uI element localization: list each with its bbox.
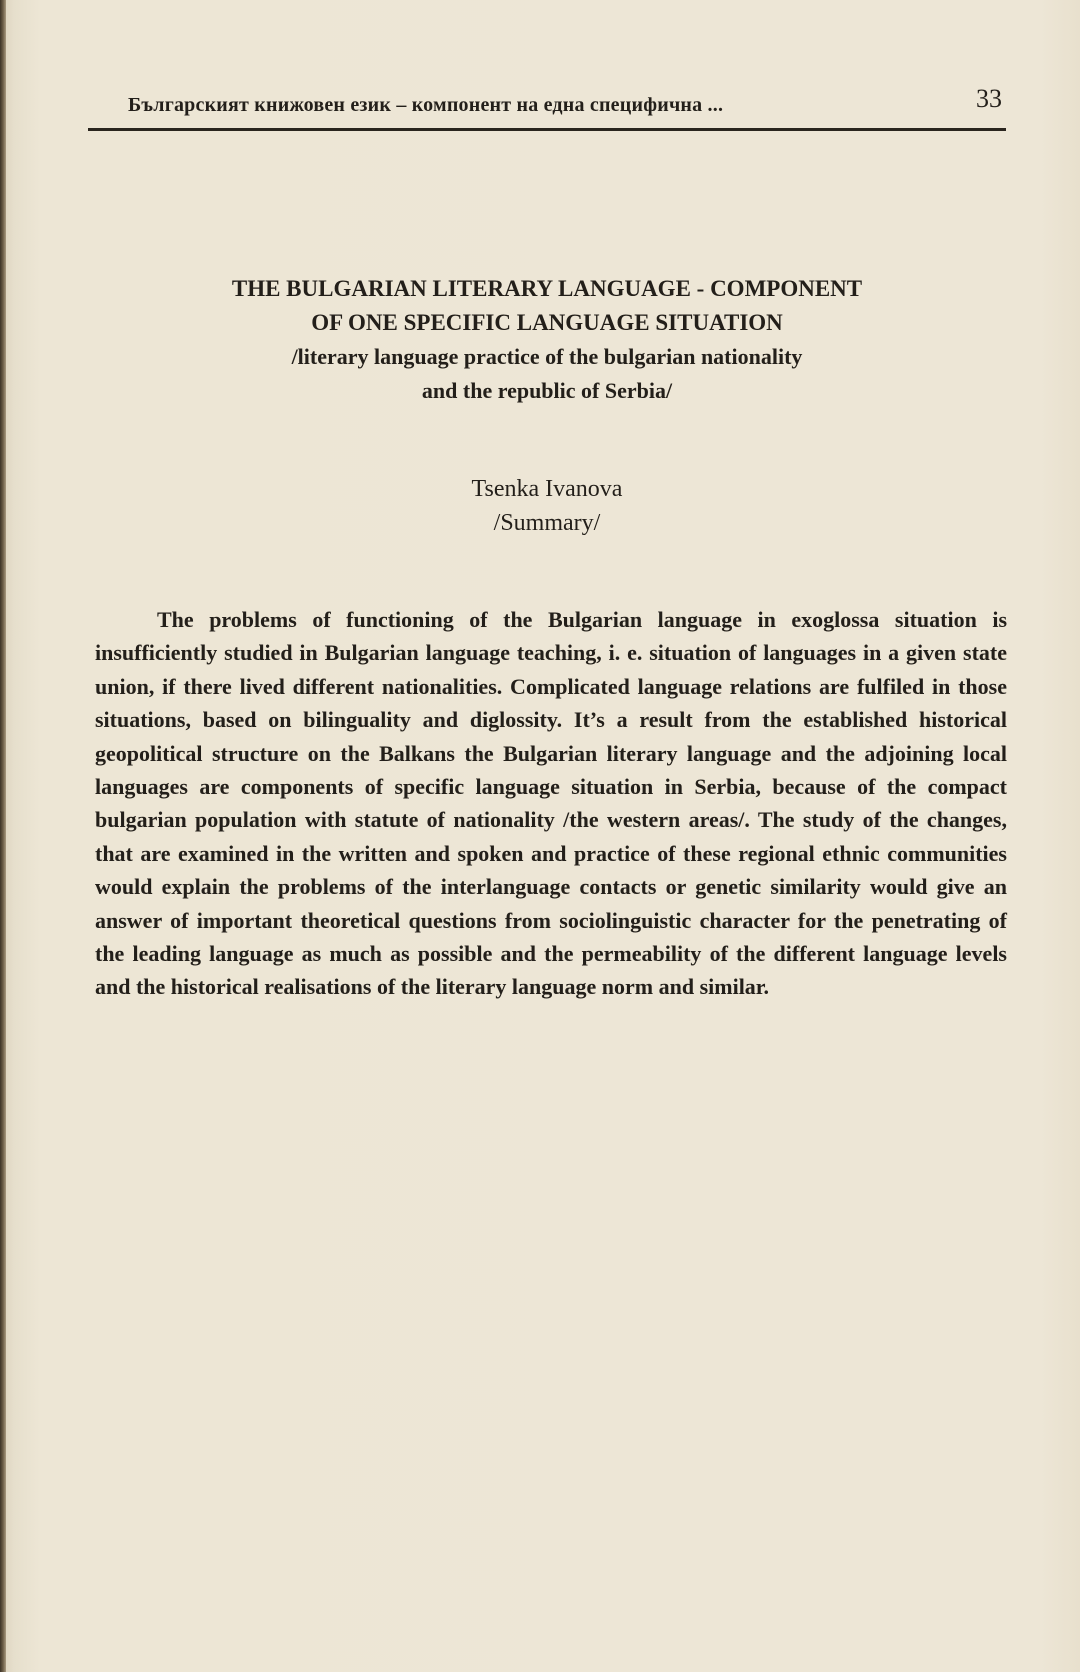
article-title-line-1: THE BULGARIAN LITERARY LANGUAGE - COMPONENT [231, 276, 863, 301]
running-head-title: Българският книжовен език – компонент на една специфична ... [128, 94, 724, 116]
running-head [128, 84, 1006, 126]
article-title-line-2: OF ONE SPECIFIC LANGUAGE SITUATION [311, 310, 783, 335]
article-subtitle-line-1: /literary language practice of the bulgarian nationality [291, 344, 803, 369]
section-label: /Summary/ [493, 510, 601, 536]
book-spine-edge [0, 0, 6, 1672]
article-subtitle-line-2: and the republic of Serbia/ [421, 378, 673, 403]
summary-paragraph: The problems of functioning of the Bulgarian language in exoglossa situation is insufficiently studied in Bulgarian language teaching, i. e. situation of languages in a given state union, if there lived different nationalities. Complicated language relations are fulfiled in those situations, based on bilinguality and diglossity. It’s a result from the established historical geopolitical structure on the Balkans the Bulgarian literary language and the adjoining local languages are components of specific language situation in Serbia, because of the compact bulgarian population with statute of nationality /the western areas/. The study of the changes, that are examined in the written and spoken and practice of these regional ethnic communities would explain the problems of the interlanguage contacts or genetic similarity would give an answer of important theoretical questions from sociolinguistic character for the penetrating of the leading language as much as possible and the permeability of the different language levels and the historical realisations of the literary language norm and similar. [95, 607, 1007, 1000]
page-number: 33 [976, 84, 1002, 113]
article-title-block [88, 272, 1006, 408]
author-name: Tsenka Ivanova [471, 476, 623, 502]
header-rule [88, 128, 1006, 131]
author-block [88, 472, 1006, 540]
